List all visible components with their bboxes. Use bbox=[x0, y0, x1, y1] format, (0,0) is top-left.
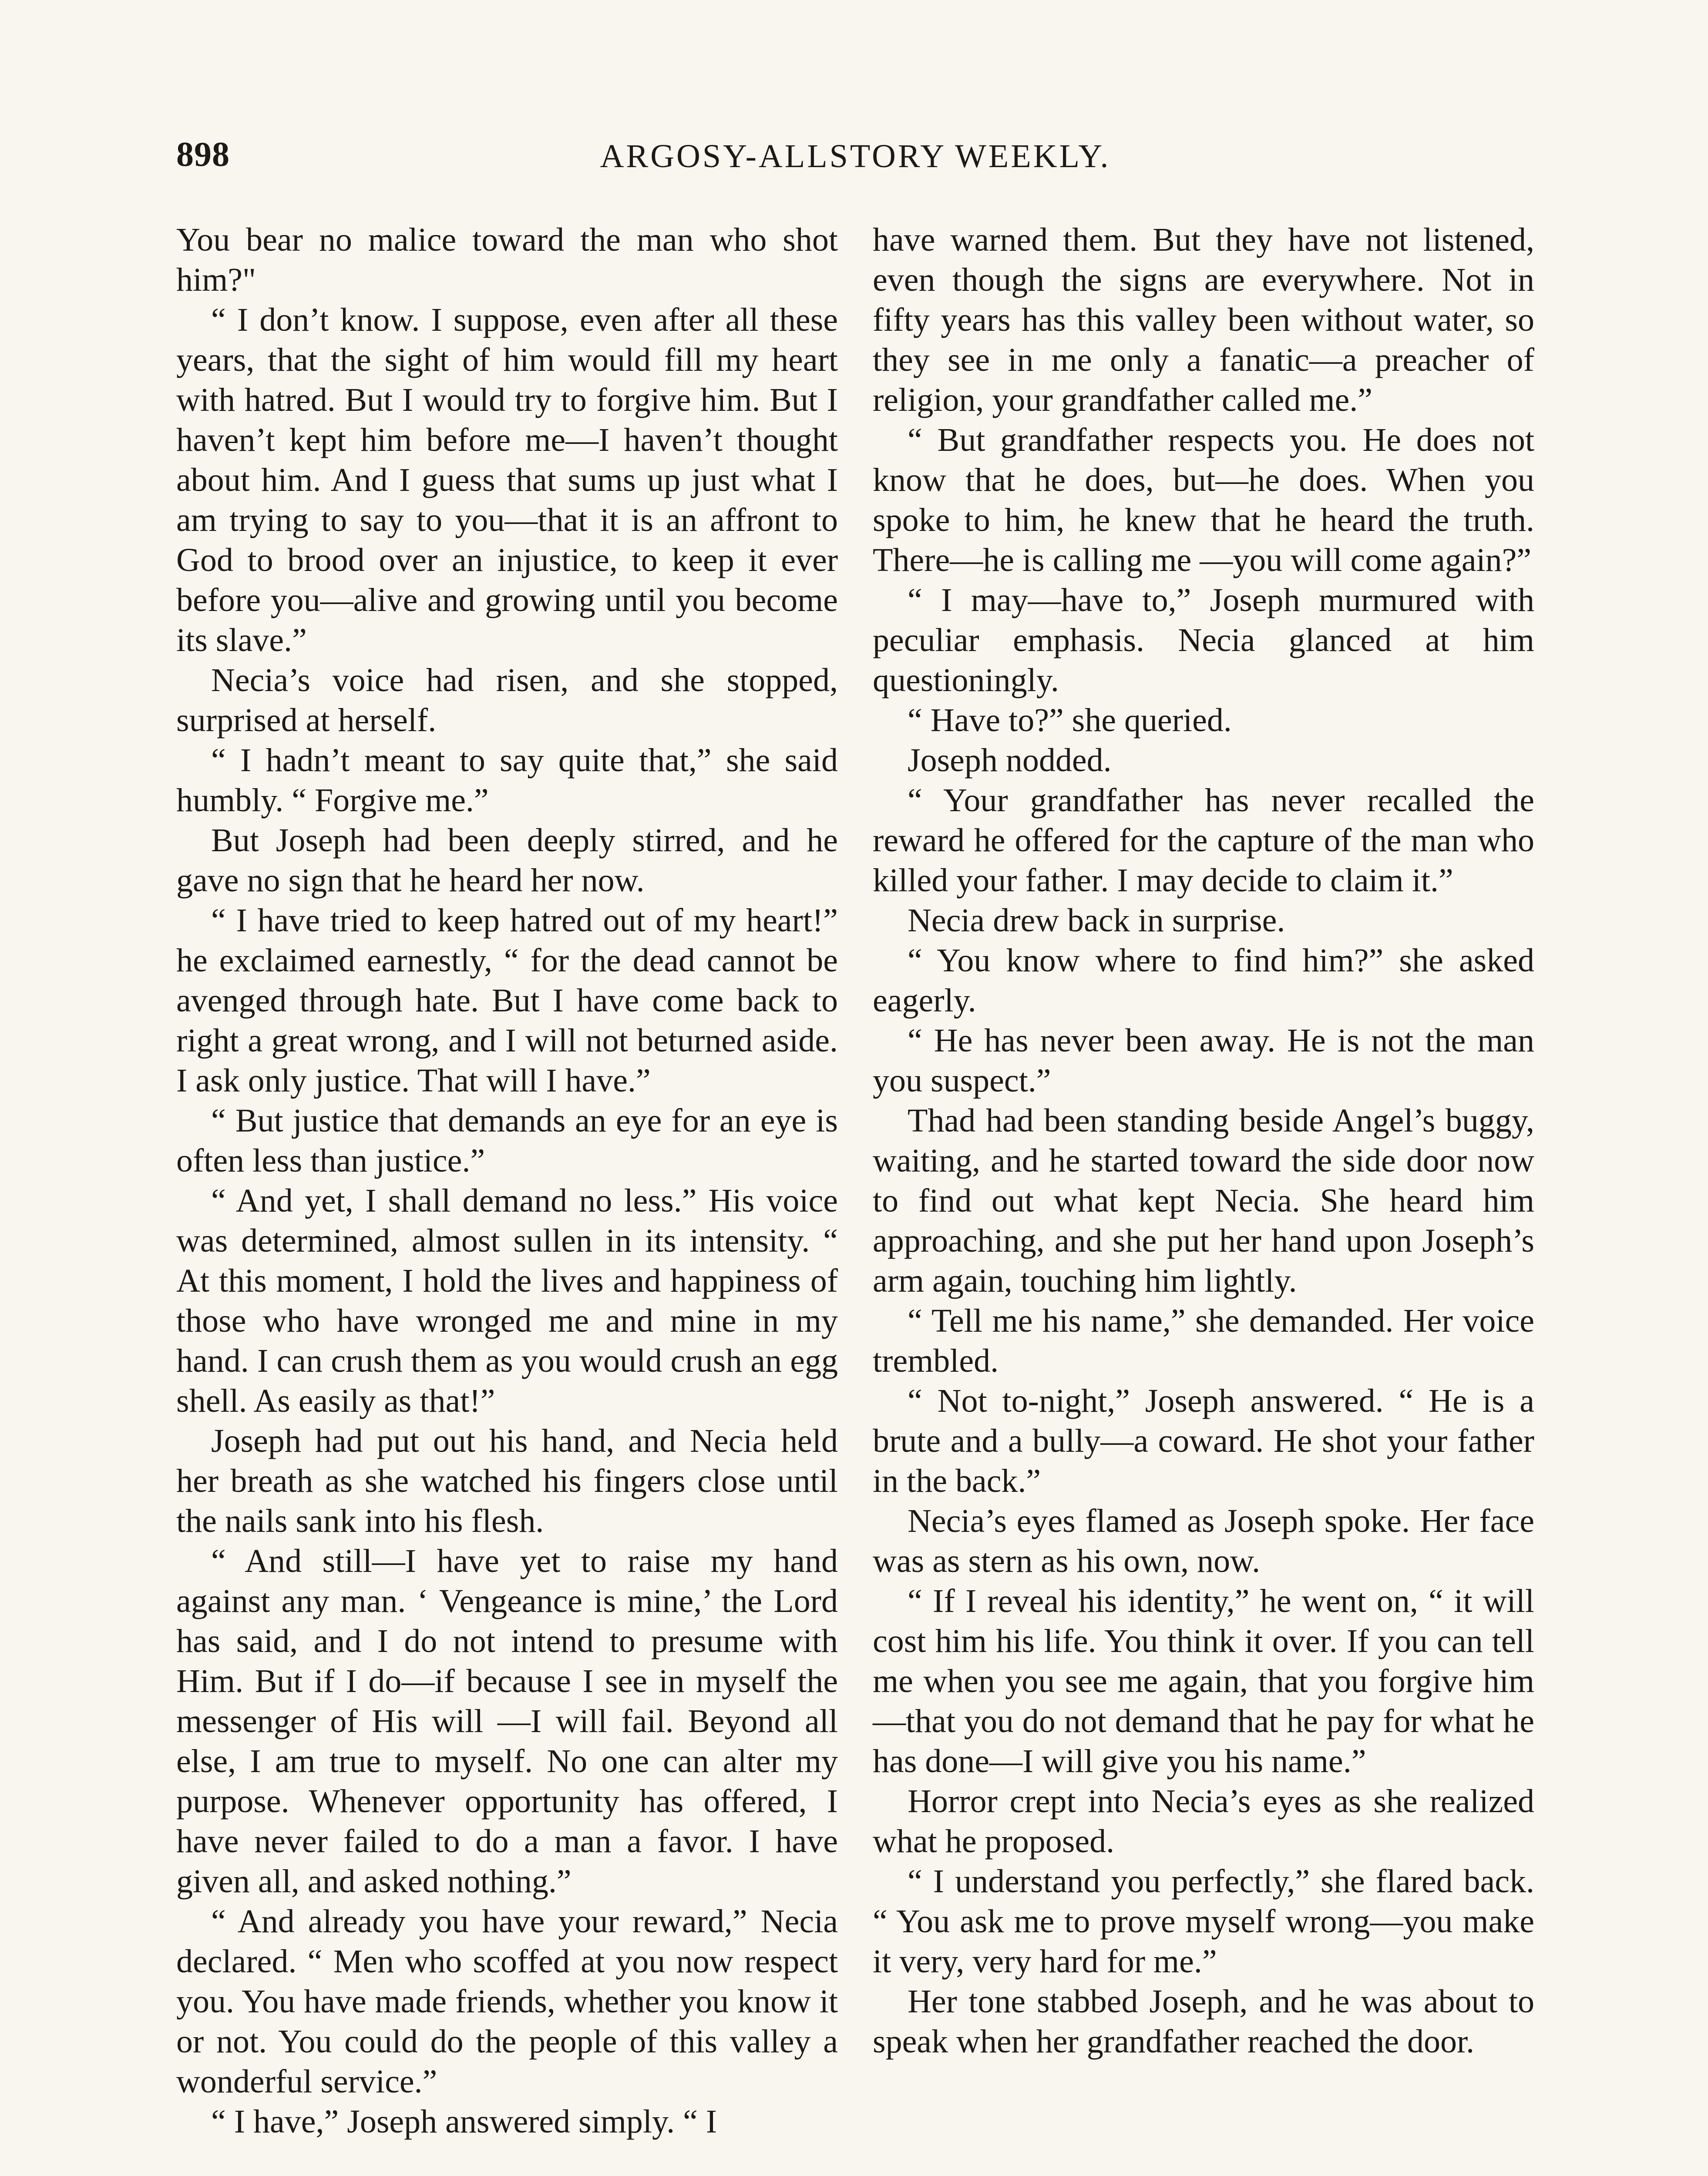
paragraph: Her tone stabbed Joseph, and he was about to speak when her grandfather reached the door. bbox=[873, 1983, 1534, 2060]
paragraph: “ And already you have your reward,” Necia declared. “ Men who scoffed at you now respect you. You have made friends, whether you know it or not. You could do the people of this valley a wonderful service.” bbox=[176, 1903, 838, 2100]
page-number: 898 bbox=[176, 135, 230, 174]
paragraph: Necia’s voice had risen, and she stopped, surprised at herself. bbox=[176, 662, 838, 739]
paragraph: You bear no malice toward the man who shot him?" bbox=[176, 222, 838, 298]
paragraph: Joseph nodded. bbox=[908, 742, 1112, 779]
paragraph: have warned them. But they have not listened, even though the signs are everywhere. Not in fifty years has this valley been without water, so they see in me only a fanatic—a preacher of religion, your grandfather called me.” bbox=[873, 222, 1534, 418]
paragraph: Horror crept into Necia’s eyes as she realized what he proposed. bbox=[873, 1783, 1534, 1860]
paragraph: “ Your grandfather has never recalled the reward he offered for the capture of the man who killed your father. I may decide to claim it.” bbox=[873, 782, 1534, 899]
paragraph: Joseph had put out his hand, and Necia held her breath as she watched his fingers close until the nails sank into his flesh. bbox=[176, 1423, 838, 1539]
paragraph: Necia’s eyes flamed as Joseph spoke. Her face was as stern as his own, now. bbox=[873, 1503, 1534, 1579]
page-header bbox=[176, 135, 1534, 196]
paragraph: “ If I reveal his identity,” he went on, “ it will cost him his life. You think it over. If you can tell me when you see me again, that you forgive him—that you do not demand that he pay for what he has done—I will give you his name.” bbox=[873, 1583, 1534, 1780]
paragraph: “ And yet, I shall demand no less.” His voice was determined, almost sullen in its intensity. “ At this moment, I hold the lives and happiness of those who have wronged me and mine in my hand. I can crush them as you would crush an egg shell. As easily as that!” bbox=[176, 1182, 838, 1419]
paragraph: “ Tell me his name,” she demanded. Her voice trembled. bbox=[873, 1303, 1534, 1379]
paragraph: But Joseph had been deeply stirred, and he gave no sign that he heard her now. bbox=[176, 822, 838, 899]
paragraph: “ Have to?” she queried. bbox=[908, 702, 1232, 739]
paragraph: “ But grandfather respects you. He does not know that he does, but—he does. When you spoke to him, he knew that he heard the truth. There—he is calling me —you will come again?” bbox=[873, 422, 1534, 578]
left-column bbox=[176, 220, 838, 2142]
paragraph: “ I hadn’t meant to say quite that,” she said humbly. “ Forgive me.” bbox=[176, 742, 838, 819]
right-column bbox=[873, 220, 1534, 2062]
paragraph: “ I don’t know. I suppose, even after all these years, that the sight of him would fill my heart with hatred. But I would try to forgive him. But I haven’t kept him before me—I haven’t thought about him. And I guess that sums up just what I am trying to say to you—that it is an affront to God to brood over an injustice, to keep it ever before you—alive and growing until you become its slave.” bbox=[176, 302, 838, 658]
paragraph: “ I may—have to,” Joseph murmured with peculiar emphasis. Necia glanced at him questioningly. bbox=[873, 582, 1534, 698]
paragraph: “ But justice that demands an eye for an eye is often less than justice.” bbox=[176, 1102, 838, 1179]
paragraph: “ You know where to find him?” she asked eagerly. bbox=[873, 942, 1534, 1019]
paragraph: Thad had been standing beside Angel’s buggy, waiting, and he started toward the side door now to find out what kept Necia. She heard him approaching, and she put her hand upon Joseph’s arm again, touching him lightly. bbox=[873, 1102, 1534, 1299]
running-title: ARGOSY-ALLSTORY WEEKLY. bbox=[600, 138, 1111, 175]
paragraph: “ I have tried to keep hatred out of my heart!” he exclaimed earnestly, “ for the dead cannot be avenged through hate. But I have come back to right a great wrong, and I will not beturned aside. I ask only justice. That will I have.” bbox=[176, 902, 838, 1099]
paragraph: “ Not to-night,” Joseph answered. “ He is a brute and a bully—a coward. He shot your father in the back.” bbox=[873, 1383, 1534, 1499]
paragraph: “ I understand you perfectly,” she flared back. “ You ask me to prove myself wrong—you make it very, very hard for me.” bbox=[873, 1863, 1534, 1980]
paragraph: “ I have,” Joseph answered simply. “ I bbox=[211, 2103, 717, 2140]
paragraph: “ He has never been away. He is not the man you suspect.” bbox=[873, 1022, 1534, 1099]
paragraph: Necia drew back in surprise. bbox=[908, 902, 1285, 939]
paragraph: “ And still—I have yet to raise my hand against any man. ‘ Vengeance is mine,’ the Lord has said, and I do not intend to presume with Him. But if I do—if because I see in myself the messenger of His will —I will fail. Beyond all else, I am true to myself. No one can alter my purpose. Whenever opportunity has offered, I have never failed to do a man a favor. I have given all, and asked nothing.” bbox=[176, 1543, 838, 1900]
